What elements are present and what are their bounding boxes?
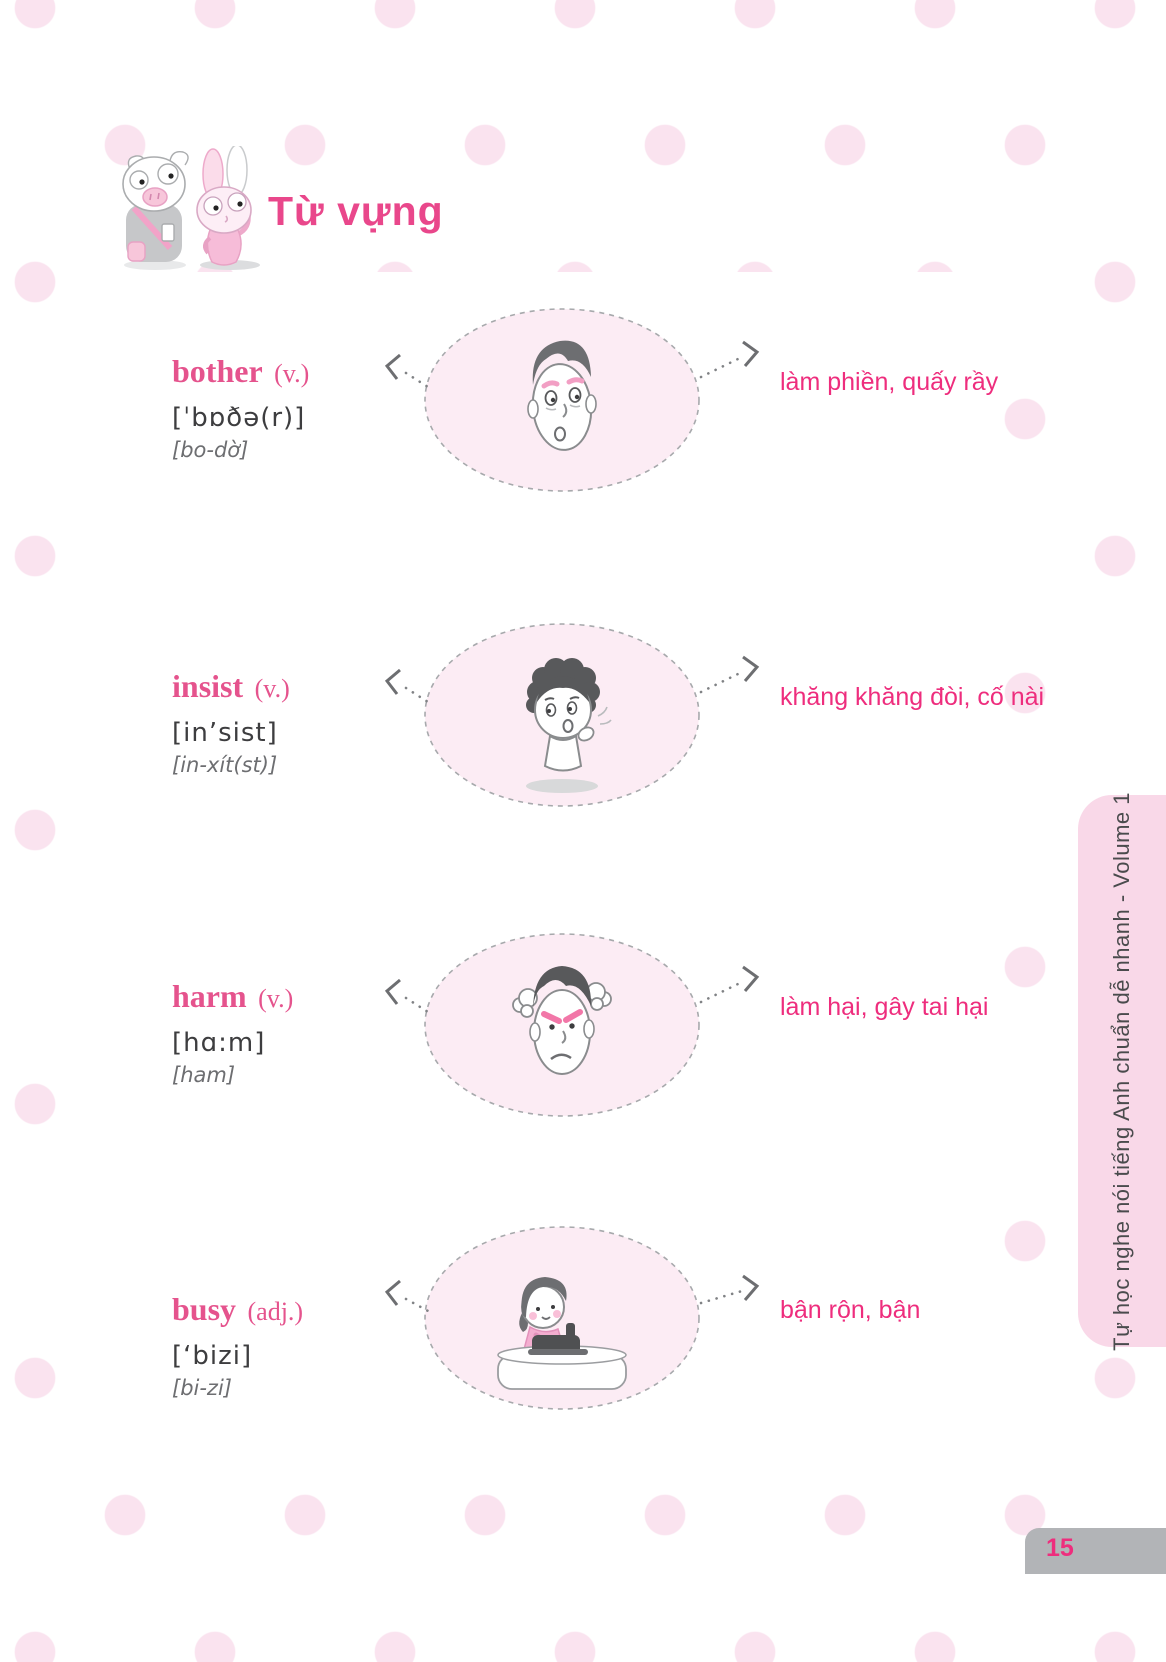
page-number: 15 bbox=[1046, 1534, 1074, 1562]
book-title-vertical-text: Tự học nghe nói tiếng Anh chuẩn dễ nhanh - Volume 1 bbox=[1109, 791, 1134, 1351]
entry-word: harm bbox=[172, 978, 247, 1014]
page-title: Từ vựng bbox=[268, 188, 444, 234]
bother-art bbox=[380, 305, 780, 505]
dotted-arrow-left-icon bbox=[387, 980, 428, 1012]
harm-art bbox=[380, 930, 780, 1130]
entry-ipa: [ˈbɒðə(r)] bbox=[172, 403, 306, 433]
book-title-tab bbox=[1078, 791, 1166, 1351]
entry-viet-phonetic: [bo-dờ] bbox=[172, 438, 249, 462]
entry-viet-phonetic: [in-xít(st)] bbox=[172, 753, 278, 777]
pig-and-rabbit-illustration bbox=[110, 146, 282, 274]
entry-meaning: làm phiền, quấy rầy bbox=[780, 368, 999, 396]
dotted-arrow-right-icon bbox=[701, 967, 757, 1002]
entry-ipa: [‘bizi] bbox=[172, 1341, 253, 1371]
dotted-arrow-left-icon bbox=[387, 670, 428, 702]
entry-ipa: [hɑ:m] bbox=[172, 1028, 266, 1058]
entry-viet-phonetic: [ham] bbox=[172, 1063, 236, 1087]
entry-viet-phonetic: [bi-zi] bbox=[172, 1376, 232, 1400]
insist-art bbox=[380, 620, 780, 820]
entry-pos: (v.) bbox=[254, 674, 290, 703]
entry-meaning: làm hại, gây tai hại bbox=[780, 993, 989, 1021]
dotted-arrow-right-icon bbox=[701, 657, 757, 692]
entry-pos: (adj.) bbox=[247, 1297, 304, 1326]
entry-ipa: [in’sist] bbox=[172, 718, 278, 748]
entry-word: insist bbox=[172, 668, 244, 704]
entry-word: bother bbox=[172, 353, 263, 389]
dotted-arrow-right-icon bbox=[701, 1276, 757, 1303]
dotted-arrow-left-icon bbox=[387, 1281, 428, 1311]
entry-pos: (v.) bbox=[274, 359, 310, 388]
entry-meaning: bận rộn, bận bbox=[780, 1296, 921, 1324]
dotted-arrow-right-icon bbox=[701, 342, 757, 377]
busy-art bbox=[380, 1223, 780, 1423]
dotted-arrow-left-icon bbox=[387, 355, 428, 387]
entry-meaning: khăng khăng đòi, cố nài bbox=[780, 683, 1045, 711]
entry-pos: (v.) bbox=[258, 984, 294, 1013]
entry-word: busy bbox=[172, 1291, 237, 1327]
